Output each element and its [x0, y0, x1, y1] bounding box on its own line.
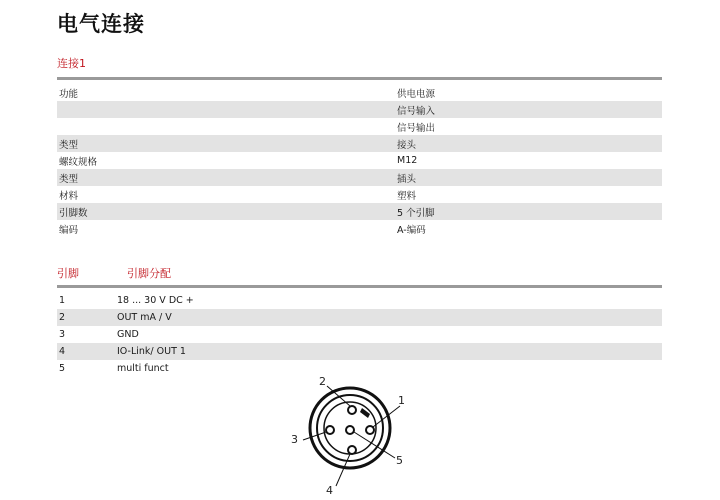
spec-value: 接头 — [397, 139, 417, 151]
pin-3 — [326, 426, 334, 434]
pin-label-1: 1 — [398, 394, 405, 407]
pin-number: 2 — [59, 312, 66, 323]
spec-label: 材料 — [59, 190, 79, 202]
page-title: 电气连接 — [57, 12, 145, 36]
spec-row — [57, 203, 662, 220]
pin-row — [57, 326, 662, 343]
pin-assignment-table — [57, 292, 662, 377]
spec-row — [57, 169, 662, 186]
pin-table-divider — [57, 285, 662, 288]
spec-value: 信号输出 — [397, 122, 436, 134]
pin-5 — [346, 426, 354, 434]
spec-label: 螺纹规格 — [59, 156, 98, 168]
spec-row — [57, 186, 662, 203]
connection-section-title: 连接1 — [57, 57, 86, 70]
pin-assignment: OUT mA / V — [117, 312, 172, 323]
spec-label: 类型 — [59, 173, 79, 185]
pin-number: 4 — [59, 346, 66, 357]
spec-value: 信号输入 — [397, 105, 436, 117]
spec-row — [57, 220, 662, 237]
leader-line-3 — [303, 432, 326, 440]
pin-label-3: 3 — [291, 433, 298, 446]
pin-row — [57, 309, 662, 326]
pin-assignment: IO-Link/ OUT 1 — [117, 346, 186, 357]
connection-spec-table — [57, 84, 662, 237]
spec-value: 塑料 — [397, 190, 417, 202]
pin-1 — [366, 426, 374, 434]
pin-number: 3 — [59, 329, 66, 340]
pin-row — [57, 343, 662, 360]
spec-value: M12 — [397, 155, 418, 166]
pin-number: 5 — [59, 363, 66, 374]
pin-label-2: 2 — [319, 375, 326, 388]
spec-value: A-编码 — [397, 224, 426, 236]
connector-pinout-svg — [270, 372, 420, 498]
spec-value: 供电电源 — [397, 88, 436, 100]
spec-label: 编码 — [59, 224, 79, 236]
spec-value: 插头 — [397, 173, 417, 185]
pin-column-header: 引脚 — [57, 267, 79, 280]
spec-label: 类型 — [59, 139, 79, 151]
section-divider — [57, 77, 662, 80]
pin-number: 1 — [59, 295, 66, 306]
spec-row — [57, 101, 662, 118]
spec-label: 引脚数 — [59, 207, 88, 219]
pin-4 — [348, 446, 356, 454]
pin-row — [57, 292, 662, 309]
spec-value: 5 个引脚 — [397, 207, 435, 219]
connector-pinout-diagram — [270, 372, 420, 498]
pin-assignment: multi funct — [117, 363, 169, 374]
pin-assignment: GND — [117, 329, 139, 340]
pin-label-5: 5 — [396, 454, 403, 467]
spec-row — [57, 152, 662, 169]
spec-row — [57, 118, 662, 135]
spec-row — [57, 135, 662, 152]
pin-assignment: 18 ... 30 V DC + — [117, 295, 194, 306]
spec-row — [57, 84, 662, 101]
pin-2 — [348, 406, 356, 414]
spec-label: 功能 — [59, 88, 79, 100]
pin-assignment-column-header: 引脚分配 — [127, 267, 171, 280]
pin-label-4: 4 — [326, 484, 333, 497]
